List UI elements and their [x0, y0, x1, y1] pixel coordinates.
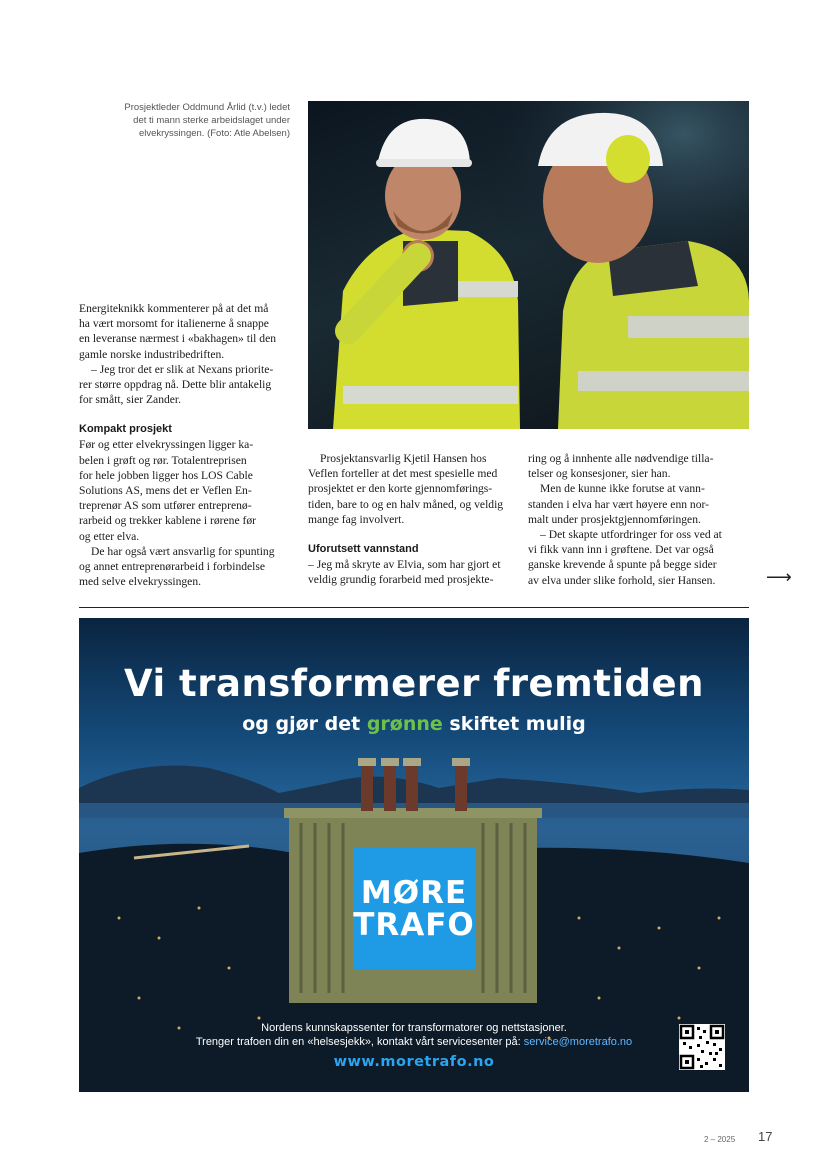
text-line: – Jeg må skryte av Elvia, som har gjort et — [308, 558, 501, 572]
caption-line: det ti mann sterke arbeidslaget under — [133, 115, 290, 126]
article-column-3 — [528, 451, 750, 588]
ad-contact-text: Trenger trafoen din en «helsesjekk», kontakt vårt servicesenter på: — [195, 1036, 524, 1048]
paragraph — [528, 481, 750, 527]
ad-subheadline-green: grønne — [366, 713, 443, 735]
paragraph — [79, 437, 279, 543]
ad-subheadline — [79, 713, 749, 735]
paragraph — [79, 544, 279, 590]
text-line: malt under prosjektgjennomføringen. — [528, 512, 701, 526]
text-line: og etter elva. — [79, 529, 140, 543]
text-line: treprenør AS som utfører entreprenø- — [79, 499, 252, 513]
text-line: rer større oppdrag nå. Dette blir antakelig — [79, 378, 272, 392]
article-column-1 — [79, 301, 279, 589]
paragraph — [528, 527, 750, 588]
text-line: prosjektet er den korte gjennomførings- — [308, 482, 493, 496]
workers-photo — [308, 101, 749, 429]
ad-subheadline-part: skiftet mulig — [442, 713, 586, 735]
qr-code-graphic — [679, 1024, 725, 1070]
logo-line: TRAFO — [353, 907, 475, 943]
text-line: – Det skapte utfordringer for oss ved at — [540, 528, 722, 542]
text-line: Energiteknikk kommenterer på at det må — [79, 302, 269, 315]
section-heading: Kompakt prosjekt — [79, 423, 172, 436]
text-line: tiden, bare to og en halv måned, og veldig — [308, 497, 504, 511]
paragraph — [79, 301, 279, 362]
text-line: ha vært morsomt for italienerne å snappe — [79, 317, 269, 331]
caption-line: elvekryssingen. (Foto: Atle Abelsen) — [138, 128, 290, 139]
text-line: rarbeid og trekker kablene i rørene før — [79, 514, 257, 528]
text-line: – Jeg tror det er slik at Nexans priorite- — [91, 362, 274, 376]
ad-subheadline-part: og gjør det — [242, 713, 367, 735]
continue-arrow-icon: ⟶ — [766, 567, 792, 588]
text-line: Solutions AS, mens det er Veflen En- — [79, 484, 252, 498]
photo-caption — [100, 101, 290, 140]
text-line: vi fikk vann inn i grøftene. Det var også — [528, 543, 714, 557]
workers-photo-illustration — [308, 101, 749, 429]
text-line: De har også vært ansvarlig for spunting — [91, 544, 275, 558]
text-line: telser og konsesjoner, sier han. — [528, 467, 671, 481]
section-heading: Uforutsett vannstand — [308, 543, 419, 556]
text-line: med selve elvekryssingen. — [79, 575, 202, 589]
text-line: veldig grundig forarbeid med prosjekte- — [308, 573, 494, 587]
text-line: og annet entreprenørarbeid i forbindelse — [79, 560, 266, 574]
text-line: en leveranse nærmest i «bakhagen» til den — [79, 332, 277, 346]
advertisement[interactable] — [79, 618, 749, 1092]
logo-line: MØRE — [360, 875, 468, 911]
text-line: for smått, sier Zander. — [79, 393, 182, 407]
text-line: Før og etter elvekryssingen ligger ka- — [79, 438, 254, 452]
text-line: mange fag involvert. — [308, 512, 405, 526]
paragraph — [528, 451, 750, 481]
ad-headline: Vi transformerer fremtiden — [124, 662, 704, 705]
issue-number: 2 – 2025 — [704, 1135, 736, 1144]
qr-code-icon[interactable] — [679, 1024, 725, 1070]
section-divider — [79, 607, 749, 608]
text-line: Veflen forteller at det mest spesielle med — [308, 467, 498, 481]
paragraph — [308, 451, 513, 527]
caption-line: Prosjektleder Oddmund Årlid (t.v.) ledet — [124, 102, 290, 113]
text-line: gamle norske industribedriften. — [79, 347, 225, 361]
text-line: Prosjektansvarlig Kjetil Hansen hos — [320, 452, 487, 465]
text-line: av elva under slike forhold, sier Hansen. — [528, 573, 716, 587]
text-line: belen i grøft og rør. Totalentreprisen — [79, 453, 247, 467]
paragraph — [308, 557, 513, 587]
paragraph — [79, 362, 279, 408]
text-line: ring og å innhente alle nødvendige tilla- — [528, 452, 714, 465]
ad-tagline: Nordens kunnskapssenter for transformatorer og nettstasjoner. — [261, 1022, 567, 1034]
ad-contact-line — [79, 1036, 749, 1048]
text-line: standen i elva har vært høyere enn nor- — [528, 497, 710, 511]
page-number: 17 — [758, 1129, 773, 1144]
ad-email-link[interactable]: service@moretrafo.no — [523, 1036, 633, 1048]
text-line: Men de kunne ikke forutse at vann- — [540, 482, 705, 496]
text-line: for hele jobben ligger hos LOS Cable — [79, 468, 253, 482]
text-line: ganske krevende å spunte på begge sider — [528, 558, 717, 572]
more-trafo-logo — [353, 847, 475, 969]
ad-website-link[interactable]: www.moretrafo.no — [333, 1054, 495, 1070]
article-column-2 — [308, 451, 513, 587]
